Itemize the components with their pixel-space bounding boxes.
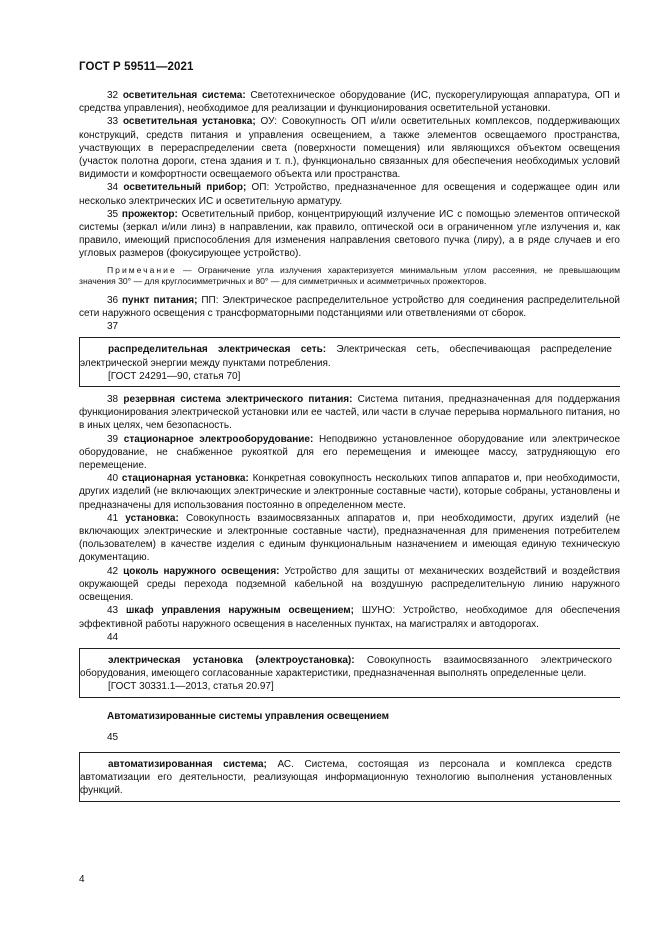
entry-45: автоматизированная система; АС. Система, состоящая из персонала и комплекса средств автоматизации его деятельности, реализующая информационную технологию выполнения установленных функций. xyxy=(80,758,612,797)
entry-35: 35 прожектор: Осветительный прибор, концентрирующий излучение ИС с помощью элементов оптической системы (зеркал и/или линз) в направлении, как правило, оптической оси в ограниченном угле излучения и, как правило, имеющий приспособления для изменения направления светового пучка (лиру), а в ряде случаев и его угловых размеров (фокусирующее устройство). xyxy=(79,208,620,260)
page-number: 4 xyxy=(79,874,85,885)
entry-42: 42 цоколь наружного освещения: Устройство для защиты от механических воздействий и воздействия окружающей среды перехода подземной кабельной на воздушную распределительную линию наружного освещения. xyxy=(79,565,621,604)
section-heading: Автоматизированные системы управления освещением xyxy=(107,710,390,722)
entry-36: 36 пункт питания; ПП: Электрическое распределительное устройство для соединения распределительной сети наружного освещения с трансформаторными подстанциями или ответвлениями от сборок. xyxy=(79,294,620,320)
entry-45-box xyxy=(79,752,620,802)
entry-45-number: 45 xyxy=(107,731,119,743)
entry-34: 34 осветительный прибор; ОП: Устройство, предназначенное для освещения и содержащее один или несколько электрических ИС и осветительную арматуру. xyxy=(79,182,620,207)
entry-39: 39 стационарное электрооборудование: Неподвижно установленное оборудование или электрическое оборудование, не снабженное рукояткой для его перемещения и имеющее массу, затрудняющую его перемещение. xyxy=(79,433,620,472)
entry-44-reference: [ГОСТ 30331.1—2013, статья 20.97] xyxy=(108,681,274,693)
entry-32: 32 осветительная система: Светотехническое оборудование (ИС, пускорегулирующая аппаратура, ОП и средства управления), необходимое для реализации и функционирования осветительной установки. xyxy=(79,90,620,115)
entry-44: электрическая установка (электроустановка): Совокупность взаимосвязанного электрического оборудования, имеющего согласованные характеристики, предназначенная выполнять определенные цели. xyxy=(80,654,612,680)
entry-40: 40 стационарная установка: Конкретная совокупность нескольких типов аппаратов и, при необходимости, других изделий (не включающих электрические и электронные составные части), которые собраны, установлены и предназначены для использования постоянно в определенном месте. xyxy=(79,473,621,511)
entry-44-number: 44 xyxy=(107,631,119,643)
entry-38: 38 резервная система электрического питания: Система питания, предназначенная для поддержания функционирования электрической установки или ее частей, или части в случае перерыва нормального питания, но в иных целях, чем безопасность. xyxy=(79,394,621,432)
note-35: Примечание — Ограничение угла излучения характеризуется минимальным углом рассеяния, не превышающим значения 30° — для круглосимметричных и 80° — для симметричных и асимметричных прожекторов. xyxy=(79,264,620,287)
entry-37-reference: [ГОСТ 24291—90, статья 70] xyxy=(108,370,241,382)
document-body xyxy=(79,89,620,808)
entry-33: 33 осветительная установка; ОУ: Совокупность ОП и/или осветительных комплексов, поддерживающих конструкций, средств питания и управления освещением, а также элементов освещаемого пространства, участвующих в перераспределении света (поверхности помещения) или являющихся объектом освещения (участок полотна дороги, стена здания и т. п.), функционально связанных для обеспечения необходимых условий видимости и комфортности освещаемого объекта или пространства. xyxy=(79,116,620,181)
entry-41: 41 установка: Совокупность взаимосвязанных аппаратов и, при необходимости, других изделий (не включающих электрические и электронные составные части), предназначенная для применения потребителем (пользователем) в качестве изделия с единым функциональным назначением и имеющая единую техническую документацию. xyxy=(79,512,621,564)
entry-37-number: 37 xyxy=(107,321,119,333)
entry-37: распределительная электрическая сеть: Электрическая сеть, обеспечивающая распределение электрической энергии между пунктами потребления. xyxy=(80,344,612,369)
entry-44-box xyxy=(79,648,620,698)
entry-37-box xyxy=(79,337,620,387)
document-header: ГОСТ Р 59511—2021 xyxy=(79,61,194,73)
entry-43: 43 шкаф управления наружным освещением; ШУНО: Устройство, необходимое для обеспечения эффективной работы наружного освещения в населенных пунктах, на магистралях и автодорогах. xyxy=(79,605,621,630)
